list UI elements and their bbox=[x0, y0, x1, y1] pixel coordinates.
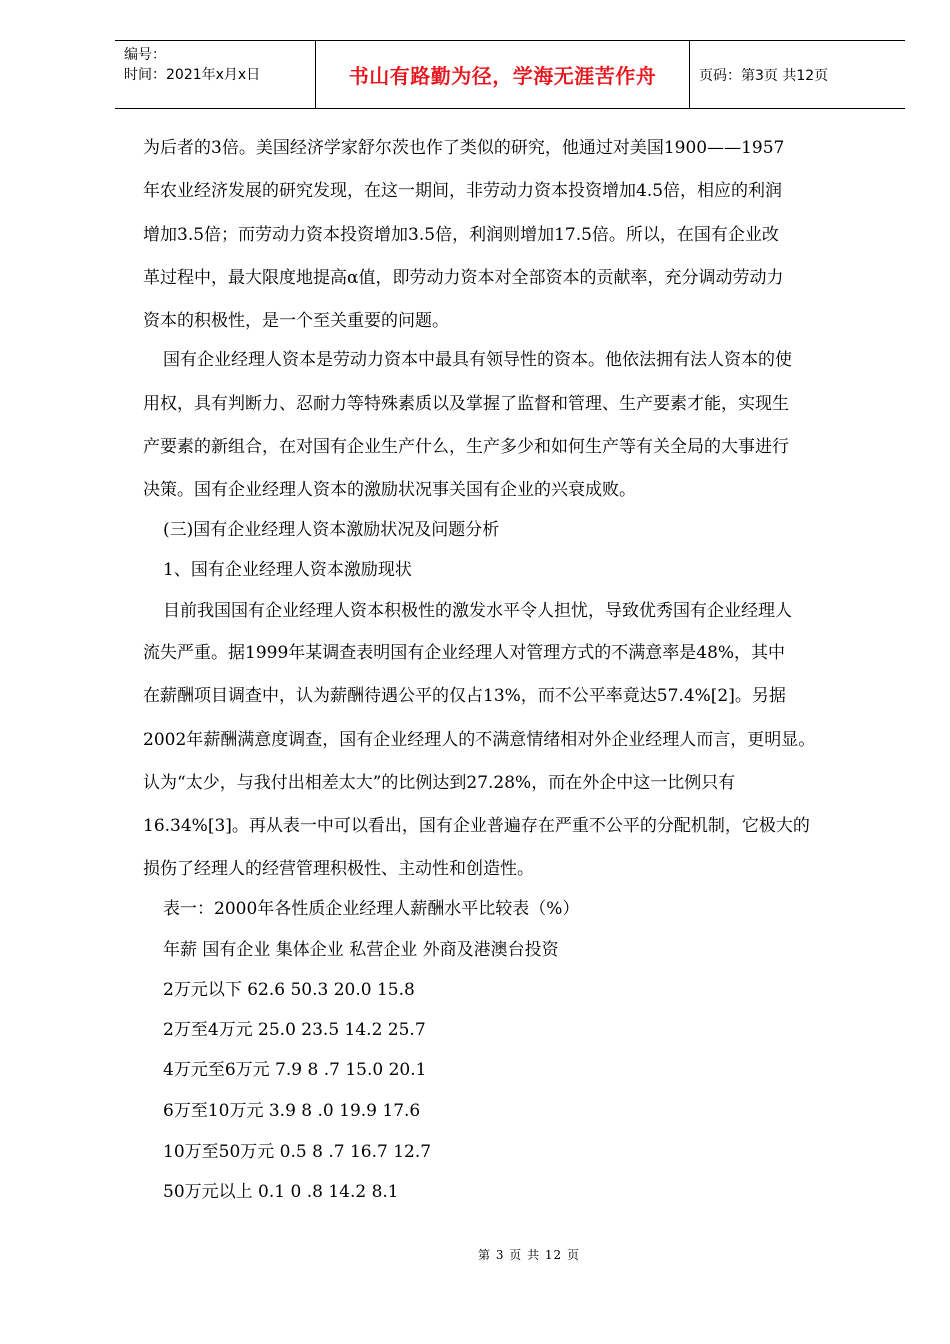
table-row: 2万元以下 62.6 50.3 20.0 15.8 bbox=[163, 980, 415, 1000]
table-row: 4万元至6万元 7.9 8 .7 15.0 20.1 bbox=[163, 1060, 427, 1080]
table-row: 50万元以上 0.1 0 .8 14.2 8.1 bbox=[163, 1182, 399, 1202]
header-motto: 书山有路勤为径，学海无涯苦作舟 bbox=[316, 41, 690, 108]
text-line: 年农业经济发展的研究发现，在这一期间，非劳动力资本投资增加4.5倍，相应的利润 bbox=[143, 181, 783, 201]
header-meta-cell bbox=[115, 41, 316, 108]
table-row: 6万至10万元 3.9 8 .0 19.9 17.6 bbox=[163, 1101, 421, 1121]
document-number-label: 编号： bbox=[124, 47, 166, 63]
text-line: 用权，具有判断力、忍耐力等特殊素质以及掌握了监督和管理、生产要素才能，实现生 bbox=[143, 394, 789, 414]
document-time-label: 时间：2021年x月x日 bbox=[124, 67, 261, 83]
text-line: 流失严重。据1999年某调查表明国有企业经理人对管理方式的不满意率是48%，其中 bbox=[143, 643, 786, 663]
text-line: 损伤了经理人的经营管理积极性、主动性和创造性。 bbox=[143, 859, 534, 879]
text-line: 2002年薪酬满意度调查，国有企业经理人的不满意情绪相对外企业经理人而言，更明显。 bbox=[143, 730, 816, 750]
page-header bbox=[115, 40, 905, 109]
section-heading: (三)国有企业经理人资本激励状况及问题分析 bbox=[163, 520, 500, 540]
text-line: 革过程中，最大限度地提高α值，即劳动力资本对全部资本的贡献率，充分调动劳动力 bbox=[143, 268, 784, 288]
table-row: 10万至50万元 0.5 8 .7 16.7 12.7 bbox=[163, 1142, 432, 1162]
text-line: 增加3.5倍；而劳动力资本投资增加3.5倍，利润则增加17.5倍。所以，在国有企业改 bbox=[143, 225, 779, 245]
subsection-heading: 1、国有企业经理人资本激励现状 bbox=[163, 560, 412, 580]
text-line: 决策。国有企业经理人资本的激励状况事关国有企业的兴衰成败。 bbox=[143, 480, 636, 500]
text-line: 为后者的3倍。美国经济学家舒尔茨也作了类似的研究，他通过对美国1900——1957 bbox=[143, 138, 785, 158]
text-line: 16.34%[3]。再从表一中可以看出，国有企业普遍存在严重不公平的分配机制，它极大的 bbox=[143, 816, 810, 836]
paragraph-start-line: 国有企业经理人资本是劳动力资本中最具有领导性的资本。他依法拥有法人资本的使 bbox=[163, 350, 792, 370]
text-line: 资本的积极性，是一个至关重要的问题。 bbox=[143, 311, 449, 331]
page-footer: 第 3 页 共 12 页 bbox=[478, 1248, 580, 1262]
table-header-row: 年薪 国有企业 集体企业 私营企业 外商及港澳台投资 bbox=[163, 940, 559, 960]
table-row: 2万至4万元 25.0 23.5 14.2 25.7 bbox=[163, 1020, 426, 1040]
text-line: 在薪酬项目调查中，认为薪酬待遇公平的仅占13%，而不公平率竟达57.4%[2]。另据 bbox=[143, 686, 786, 706]
text-line: 认为“太少，与我付出相差太大”的比例达到27.28%，而在外企中这一比例只有 bbox=[143, 773, 736, 793]
text-line: 产要素的新组合，在对国有企业生产什么，生产多少和如何生产等有关全局的大事进行 bbox=[143, 437, 789, 457]
header-page-number: 页码：第3页 共12页 bbox=[699, 67, 829, 84]
paragraph-start-line: 目前我国国有企业经理人资本积极性的激发水平令人担忧，导致优秀国有企业经理人 bbox=[163, 601, 792, 621]
table-caption: 表一：2000年各性质企业经理人薪酬水平比较表（%） bbox=[163, 899, 580, 919]
